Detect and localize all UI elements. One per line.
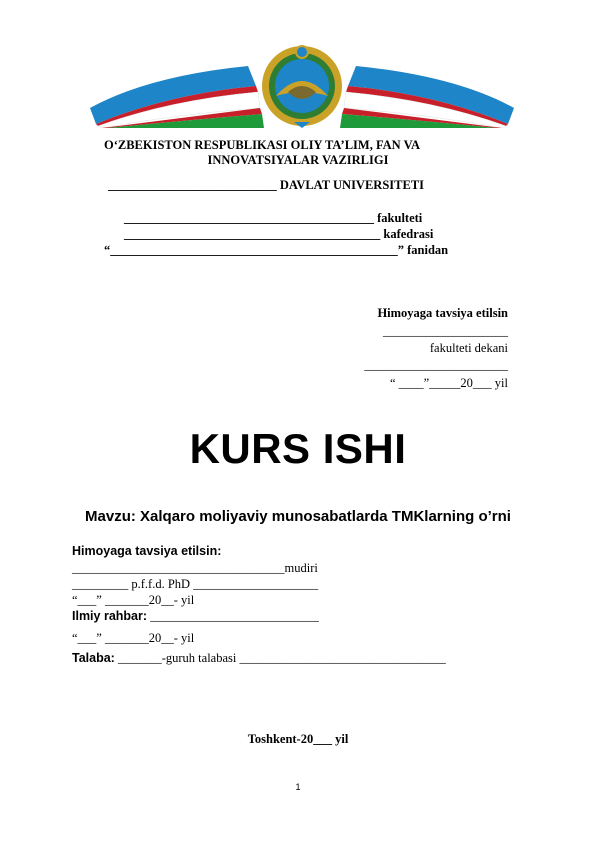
supervisor-label: Ilmiy rahbar: — [72, 609, 148, 623]
phd-line: _________ p.f.f.d. PhD ____________________ — [72, 577, 319, 591]
student-label: Talaba: — [72, 651, 115, 665]
date-line-1: “___” _______20__- yil — [72, 593, 195, 607]
department-line: _________________________________________ kafedrasi — [124, 227, 434, 241]
approval-signature-line: ____________________ — [383, 324, 508, 338]
supervisor-row — [72, 608, 319, 624]
state-emblem-banner — [88, 36, 516, 128]
dean-signature-line: _______________________ — [364, 358, 508, 372]
page-number: 1 — [295, 782, 301, 792]
flag-emblem-icon — [88, 36, 516, 128]
approval-title: Himoyaga tavsiya etilsin — [377, 306, 508, 320]
dean-label: fakulteti dekani — [429, 341, 508, 355]
recommend-label: Himoyaga tavsiya etilsin: — [72, 544, 222, 558]
subject-line: “______________________________________________” fanidan — [104, 243, 449, 257]
approval-date: “ ____”_____20___ yil — [389, 376, 508, 390]
head-of-department-line: __________________________________mudiri — [72, 561, 318, 575]
date-line-2: “___” _______20__- yil — [72, 631, 195, 645]
document-title: KURS ISHI — [189, 425, 407, 472]
faculty-line: ________________________________________ fakulteti — [124, 211, 423, 225]
city-year: Toshkent-20___ yil — [247, 732, 349, 746]
ministry-name-line2: INNOVATSIYALAR VAZIRLIGI — [207, 153, 389, 167]
topic-line: Mavzu: Xalqaro moliyaviy munosabatlarda TMKlarning o’rni — [85, 508, 511, 525]
university-line: ___________________________ DAVLAT UNIVERSITETI — [108, 178, 425, 192]
student-row — [72, 650, 446, 666]
approval-block — [330, 306, 508, 391]
supervisor-line: ___________________________ — [147, 609, 319, 623]
ministry-name-line1: O‘ZBEKISTON RESPUBLIKASI OLIY TA’LIM, FAN VA — [104, 138, 421, 152]
student-line: _______-guruh talabasi _________________________________ — [114, 651, 446, 665]
